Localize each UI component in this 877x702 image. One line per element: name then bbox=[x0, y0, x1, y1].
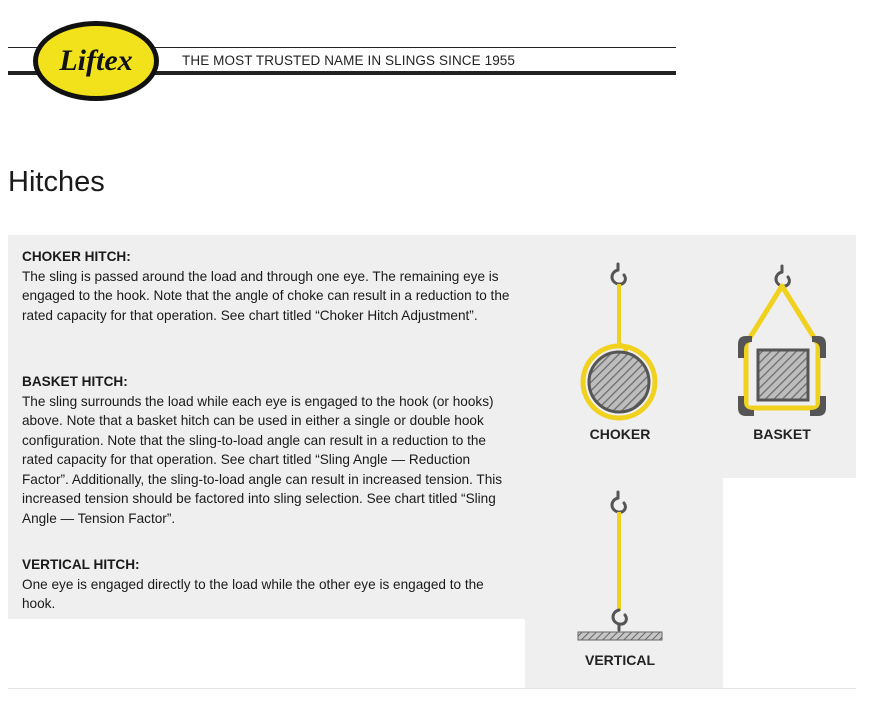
vertical-label: VERTICAL bbox=[585, 652, 655, 668]
load-surface-icon bbox=[578, 632, 662, 640]
hook-icon bbox=[612, 264, 625, 284]
liftex-logo bbox=[30, 18, 162, 104]
tagline: THE MOST TRUSTED NAME IN SLINGS SINCE 1955 bbox=[182, 53, 516, 68]
vertical-hitch-diagram bbox=[570, 488, 670, 644]
shackle-icon bbox=[613, 610, 626, 630]
bottom-rule bbox=[8, 688, 856, 689]
hook-icon bbox=[776, 266, 789, 286]
choker-hitch-diagram bbox=[570, 258, 670, 426]
choker-label: CHOKER bbox=[589, 426, 651, 442]
hook-icon bbox=[612, 492, 625, 512]
choker-hitch-section bbox=[22, 247, 517, 325]
vertical-hitch-body: One eye is engaged directly to the load while the other eye is engaged to the hook. bbox=[22, 576, 484, 611]
basket-hitch-title: BASKET HITCH: bbox=[22, 374, 128, 389]
basket-hitch-section bbox=[22, 372, 517, 528]
basket-hitch-body: The sling surrounds the load while each eye is engaged to the hook (or hooks) above. Note that a basket hitch can be used in either a single or double hook configuration. Note that the sling-to-load angle can result in a reduction to the rated capacity for that operation. See chart titled “Sling Angle — Reduction Factor”. Additionally, the sling-to-load angle can result in increased tension. This increased tension should be factored into sling selection. See chart titled “Sling Angle — Tension Factor”. bbox=[22, 393, 503, 526]
page-title: Hitches bbox=[8, 166, 105, 198]
basket-label: BASKET bbox=[753, 426, 811, 442]
logo-text: Liftex bbox=[59, 44, 133, 77]
vertical-hitch-title: VERTICAL HITCH: bbox=[22, 557, 140, 572]
load-icon bbox=[589, 352, 649, 412]
choker-hitch-body: The sling is passed around the load and through one eye. The remaining eye is engaged to the hook. Note that the angle of choke can result in a reduction to the rated capacity for that operation. See chart titled “Choker Hitch Adjustment”. bbox=[22, 268, 510, 323]
vertical-hitch-section bbox=[22, 555, 517, 614]
basket-hitch-diagram bbox=[732, 262, 832, 424]
choker-hitch-title: CHOKER HITCH: bbox=[22, 249, 131, 264]
load-icon bbox=[758, 350, 808, 400]
